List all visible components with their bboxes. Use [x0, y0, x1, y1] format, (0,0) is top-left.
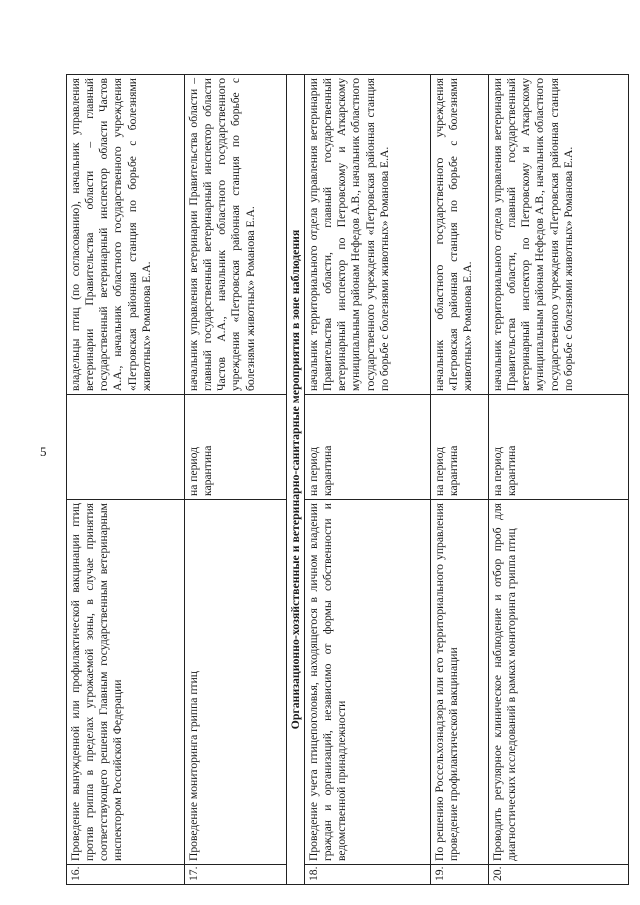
measure-cell: Проведение учета птицепоголовья, находящегося в личном владении граждан и организаций, независимо от формы собственности и ведомственной принадлежности [305, 500, 431, 865]
period-cell [67, 395, 185, 500]
table-row [431, 75, 489, 885]
table-row [185, 75, 287, 885]
rotated-table-container [66, 75, 628, 885]
page-number: 5 [40, 444, 47, 459]
section-title: Организационно-хозяйственные и ветеринарно-санитарные мероприятия в зоне наблюдения [287, 75, 305, 885]
period-cell: на период карантина [431, 395, 489, 500]
row-number: 17. [185, 865, 287, 885]
row-number: 18. [305, 865, 431, 885]
row-number: 16. [67, 865, 185, 885]
responsible-cell: владельцы птиц (по согласованию), начальник управления ветеринарии Правительства области – главный государственный ветеринарный инспектор области Частов А.А., начальник областного государственного учреждения «Петровская районная станция по борьбе с болезнями животных» Романова Е.А. [67, 75, 185, 395]
table-row [67, 75, 185, 885]
measure-cell: По решению Россельхознадзора или его территориального управления проведение профилактической вакцинации [431, 500, 489, 865]
measure-cell: Проведение мониторинга гриппа птиц [185, 500, 287, 865]
period-cell: на период карантина [489, 395, 629, 500]
row-number: 20. [489, 865, 629, 885]
section-row [287, 75, 305, 885]
table-row [489, 75, 629, 885]
table-row [305, 75, 431, 885]
row-number: 19. [431, 865, 489, 885]
period-cell: на период карантина [185, 395, 287, 500]
period-cell: на период карантина [305, 395, 431, 500]
responsible-cell: начальник территориального отдела управления ветеринарии Правительства области, главный государственный ветеринарный инспектор по Петровскому и Аткарскому муниципальным районам Нефедов А.В., начальник областного государственного учреждения «Петровская районная станция по борьбе с болезнями животных» Романова Е.А. [305, 75, 431, 395]
responsible-cell: начальник территориального отдела управления ветеринарии Правительства области, главный государственный ветеринарный инспектор по Петровскому и Аткарскому муниципальным районам Нефедов А.В., начальник областного государственного учреждения «Петровская районная станция по борьбе с болезнями животных» Романова Е.А. [489, 75, 629, 395]
measures-table [66, 74, 629, 885]
responsible-cell: начальник управления ветеринарии Правительства области – главный государственный ветеринарный инспектор области Частов А.А., начальник областного государственного учреждения «Петровская районная станция по борьбе с болезнями животных» Романова Е.А. [185, 75, 287, 395]
measure-cell: Проводить регулярное клиническое наблюдение и отбор проб для диагностических исследований в рамках мониторинга гриппа птиц [489, 500, 629, 865]
measure-cell: Проведение вынужденной или профилактической вакцинации птиц против гриппа в пределах угрожаемой зоны, в случае принятия соответствующего решения Главным государственным ветеринарным инспектором Российской Федерации [67, 500, 185, 865]
responsible-cell: начальник областного государственного учреждения «Петровская районная станция по борьбе с болезнями животных» Романова Е.А. [431, 75, 489, 395]
